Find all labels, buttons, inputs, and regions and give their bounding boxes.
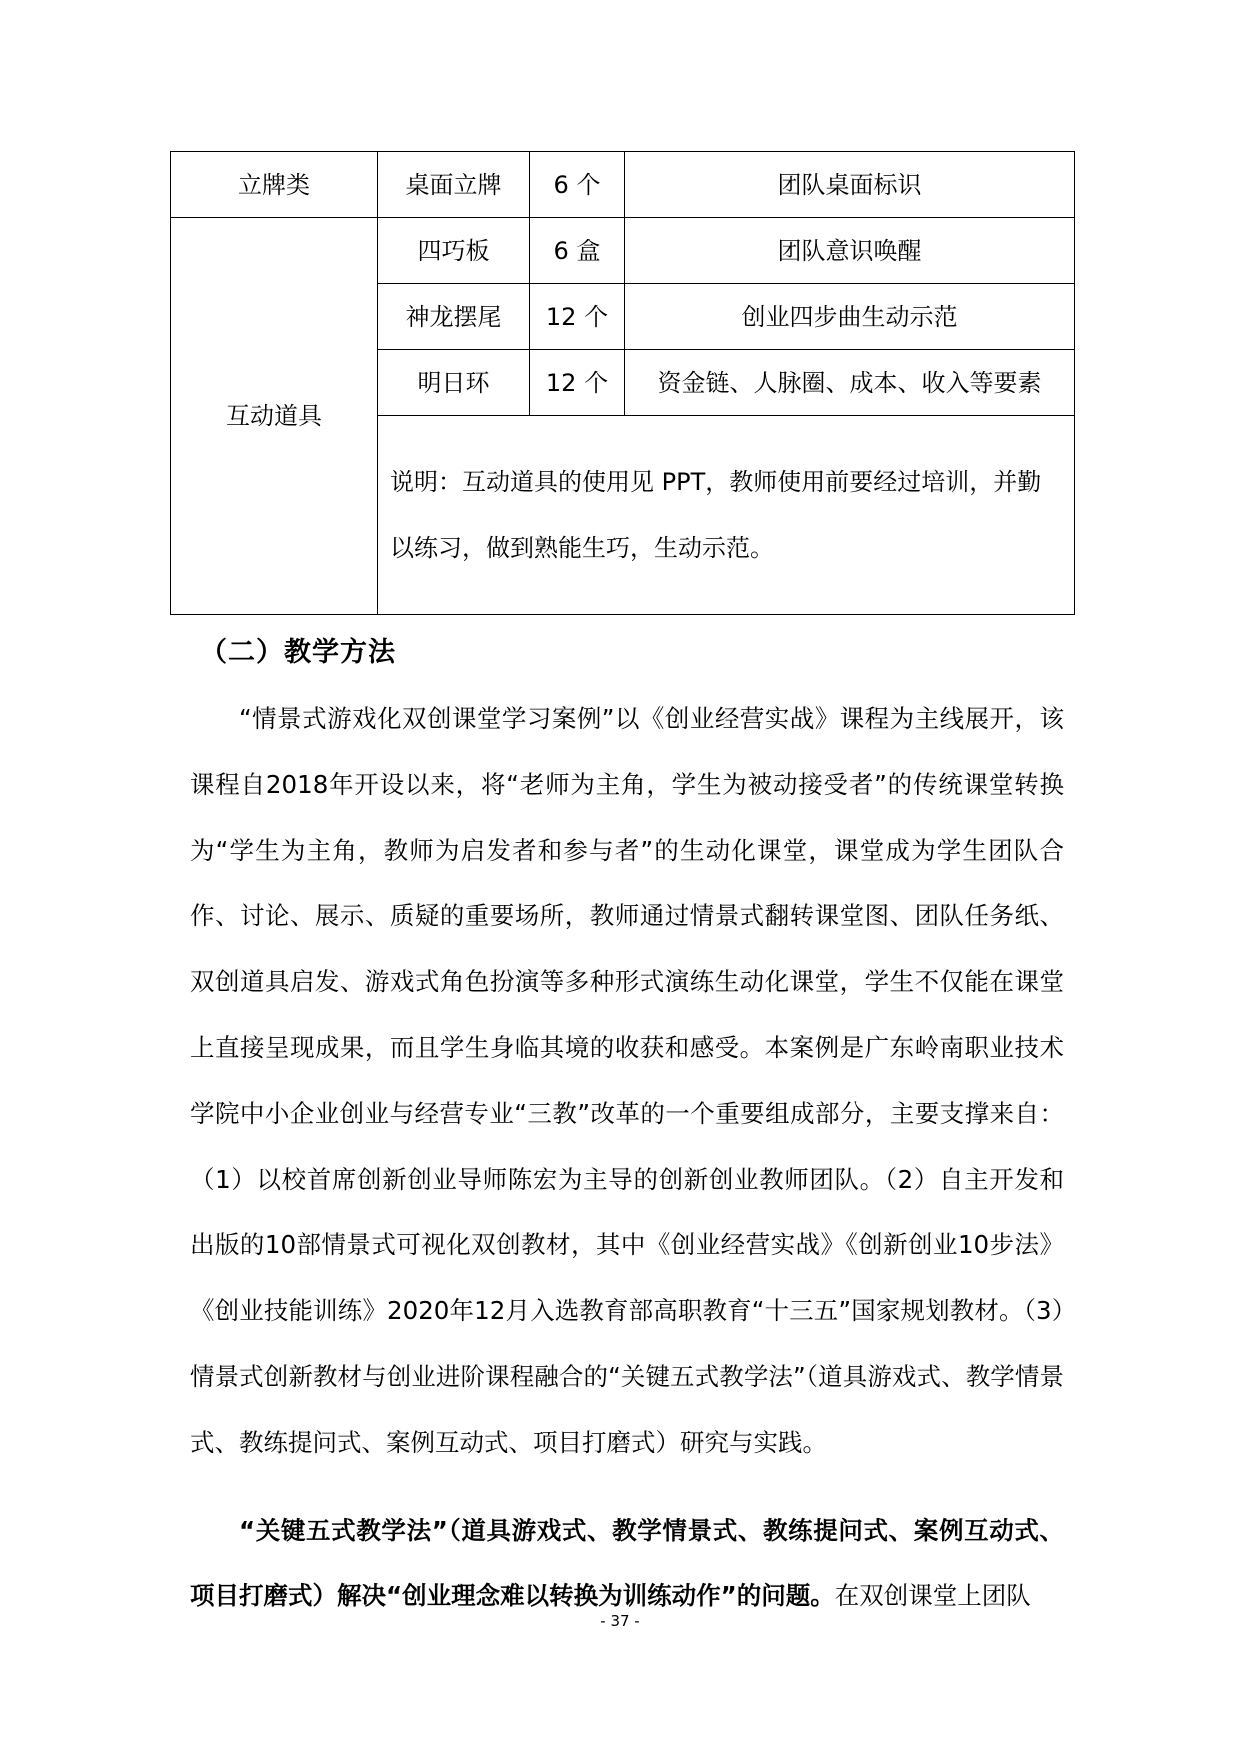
table-cell-purpose: 团队桌面标识 xyxy=(625,152,1075,218)
table-cell-qty: 12 个 xyxy=(530,350,625,416)
paragraph: “情景式游戏化双创课堂学习案例”以《创业经营实战》课程为主线展开，该课程自2018年开设以来，将“老师为主角，学生为被动接受者”的传统课堂转换为“学生为主角，教师为启发者和参与者”的生动化课堂，课堂成为学生团队合作、讨论、展示、质疑的重要场所，教师通过情景式翻转课堂图、团队任务纸、双创道具启发、游戏式角色扮演等多种形式演练生动化课堂，学生不仅能在课堂上直接呈现成果，而且学生身临其境的收获和感受。本案例是广东岭南职业技术学院中小企业创业与经营专业“三教”改革的一个重要组成部分，主要支撑来自：（1）以校首席创新创业导师陈宏为主导的创新创业教师团队。（2）自主开发和出版的10部情景式可视化双创教材，其中《创业经营实战》《创新创业10步法》《创业技能训练》2020年12月入选教育部高职教育“十三五”国家规划教材。（3）情景式创新教材与创业进阶课程融合的“关键五式教学法”（道具游戏式、教学情景式、教练提问式、案例互动式、项目打磨式）研究与实践。 xyxy=(190,704,1064,1457)
table-cell-item: 明日环 xyxy=(378,350,530,416)
table-cell-item: 四巧板 xyxy=(378,218,530,284)
table-note: 说明：互动道具的使用见 PPT，教师使用前要经过培训，并勤以练习，做到熟能生巧，生动示范。 xyxy=(378,416,1075,615)
table-cell-purpose: 资金链、人脉圈、成本、收入等要素 xyxy=(625,350,1075,416)
table-row xyxy=(171,218,1075,284)
section-heading: （二）教学方法 xyxy=(200,637,396,668)
table-cell-item: 神龙摆尾 xyxy=(378,284,530,350)
table-cell-item: 桌面立牌 xyxy=(378,152,530,218)
table-cell-category: 互动道具 xyxy=(171,218,378,615)
bold-lead-sentence: “关键五式教学法”（道具游戏式、教学情景式、教练提问式、案例互动式、项目打磨式）解决“创业理念难以转换为训练动作”的问题。 xyxy=(190,1515,1064,1611)
table-cell-qty: 6 盒 xyxy=(530,218,625,284)
table-row xyxy=(171,152,1075,218)
teaching-props-table xyxy=(170,151,1075,615)
table-cell-purpose: 团队意识唤醒 xyxy=(625,218,1075,284)
paragraph xyxy=(190,1498,1064,1630)
table-cell-category: 立牌类 xyxy=(171,152,378,218)
table-cell-qty: 12 个 xyxy=(530,284,625,350)
page-number: - 37 - xyxy=(600,1612,640,1630)
section-body xyxy=(190,686,1064,1629)
paragraph-continuation: 在双创课堂上团队 xyxy=(834,1581,1031,1611)
table-cell-qty: 6 个 xyxy=(530,152,625,218)
table-cell-purpose: 创业四步曲生动示范 xyxy=(625,284,1075,350)
